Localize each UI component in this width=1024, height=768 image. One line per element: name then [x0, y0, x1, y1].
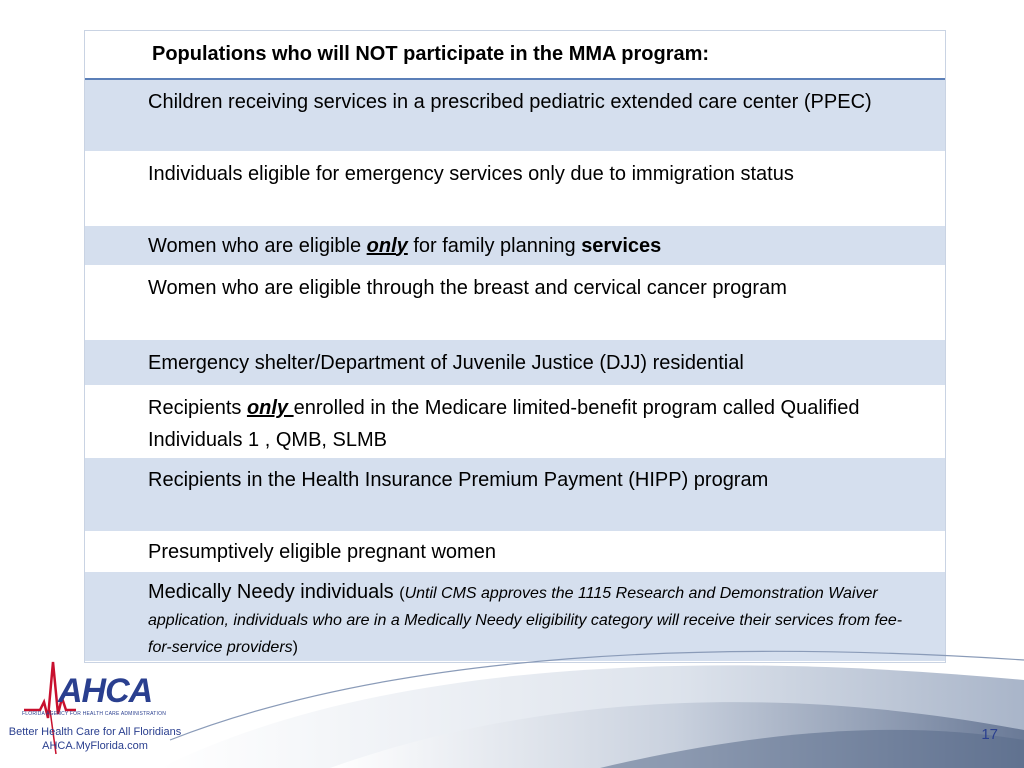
emphasis-only: only [366, 234, 408, 257]
table-row [85, 386, 945, 458]
row-text: Children receiving services in a prescribed pediatric extended care center (PPEC) [148, 91, 872, 113]
row-text-part: Women who are eligible [148, 234, 367, 257]
table-row [85, 266, 945, 340]
row-text [148, 230, 661, 262]
row-text: Women who are eligible through the breast and cervical cancer program [148, 277, 787, 299]
emphasis-only: only [246, 397, 294, 419]
row-text: Emergency shelter/Department of Juvenile Justice (DJJ) residential [148, 351, 744, 374]
table-header-text: Populations who will NOT participate in the MMA program: [152, 43, 710, 65]
row-text: Presumptively eligible pregnant women [148, 540, 496, 563]
tagline: Better Health Care for All Floridians [8, 726, 182, 738]
row-text-part: enrolled in the Medicare limited-benefit program called Qualified Individuals 1 , QMB, SLMB [148, 397, 860, 451]
row-text-main: Medically Needy individuals [148, 581, 400, 603]
bold-services: services [581, 234, 662, 257]
table-row [85, 458, 945, 532]
page-number: 17 [981, 726, 998, 743]
row-note: Until CMS approves the 1115 Research and Demonstration Waiver application, individuals who are in a Medically Needy eligibility category will receive their services from fee-for-service providers [148, 585, 903, 656]
populations-table [84, 30, 946, 663]
table-row [85, 152, 945, 226]
table-row [85, 340, 945, 386]
table-header [85, 30, 945, 80]
row-text [148, 397, 859, 451]
logo-text: AHCA [58, 672, 153, 710]
paren-close: ) [292, 639, 298, 656]
row-text-part: for family planning [407, 234, 582, 257]
table-row [85, 226, 945, 266]
row-text-part: Recipients [148, 397, 247, 419]
logo-subtext: FLORIDA AGENCY FOR HEALTH CARE ADMINISTRATION [22, 711, 167, 717]
row-text: Recipients in the Health Insurance Premium Payment (HIPP) program [148, 469, 769, 491]
website-link[interactable]: AHCA.MyFlorida.com [42, 740, 148, 752]
paren-open: ( [399, 585, 405, 602]
row-text: Individuals eligible for emergency services only due to immigration status [148, 163, 794, 185]
table-row [85, 532, 945, 572]
table-row [85, 80, 945, 152]
